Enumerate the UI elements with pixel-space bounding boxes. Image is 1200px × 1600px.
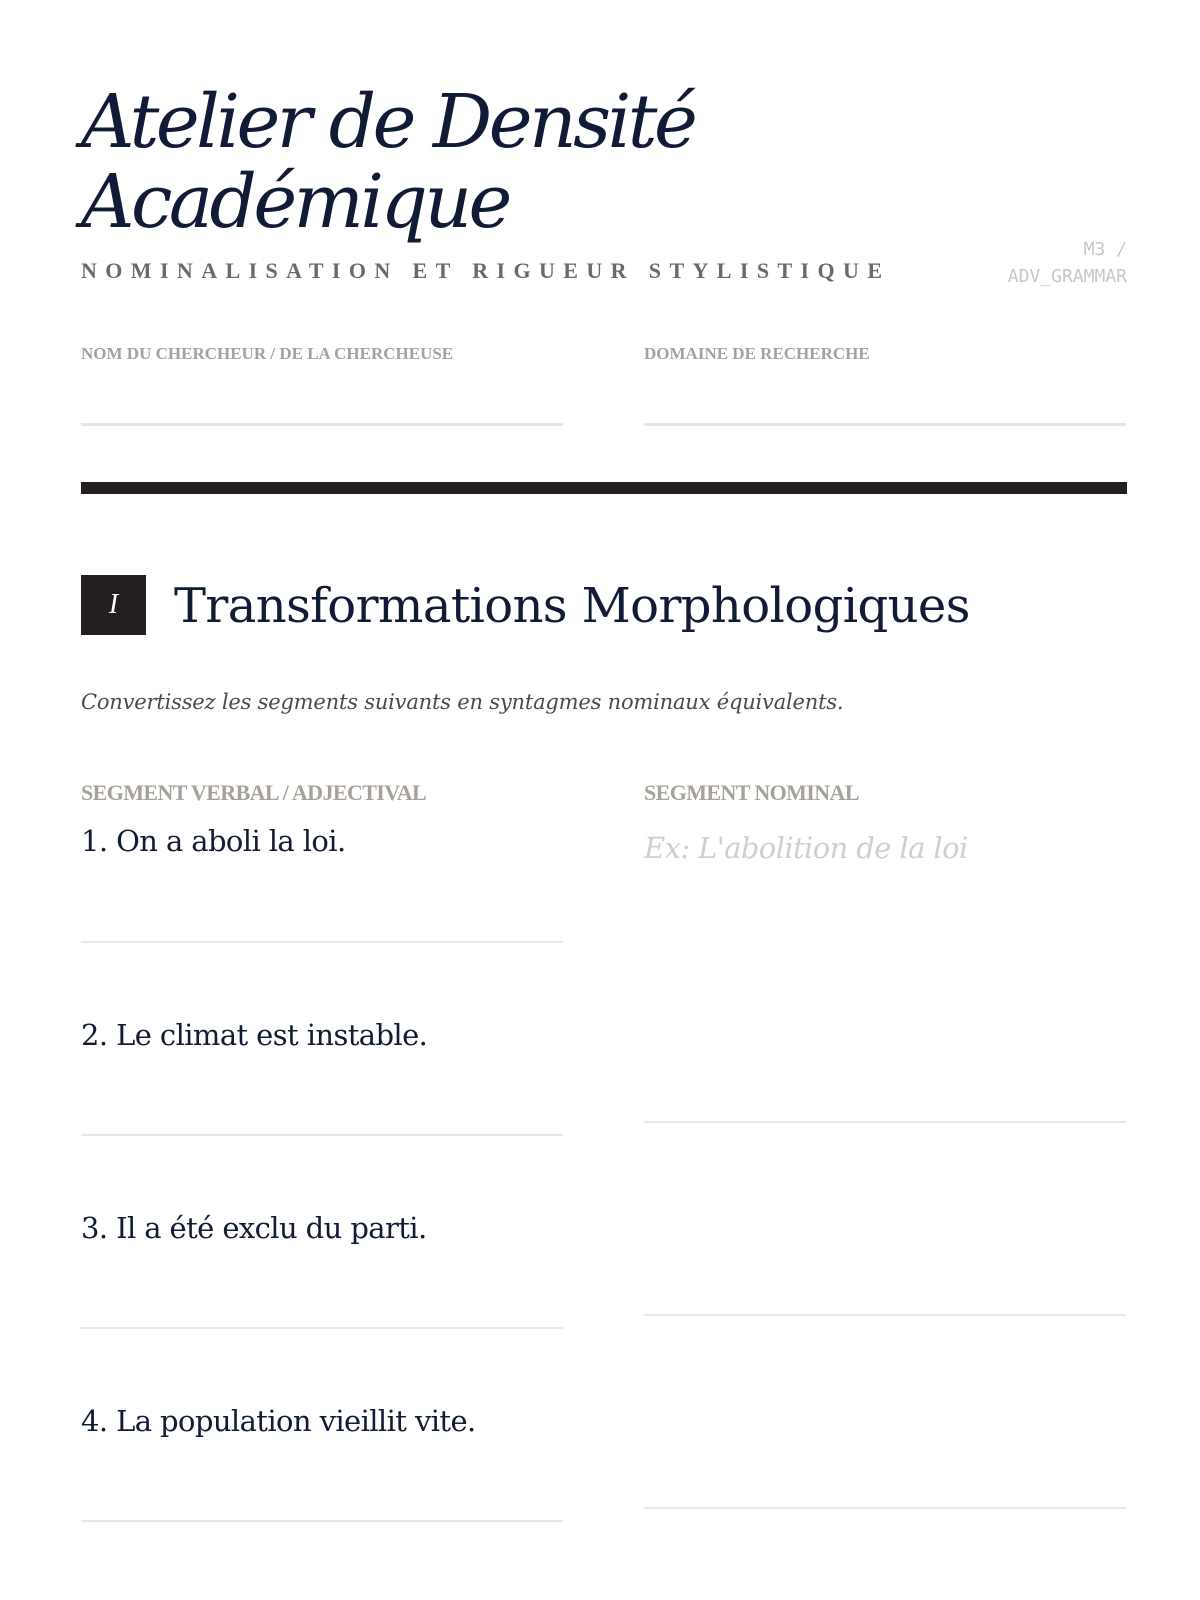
title-line-2: Académique: [81, 159, 509, 245]
researcher-name-label: NOM DU CHERCHEUR / DE LA CHERCHEUSE: [81, 344, 454, 363]
exercise-item-3-underline: [81, 1327, 563, 1329]
researcher-name-underline: [81, 423, 563, 426]
exercise-item-2-underline: [81, 1134, 563, 1136]
researcher-name-field[interactable]: [81, 344, 563, 364]
nominal-answer-underline-3: [644, 1314, 1126, 1316]
exercise-prompt-text: 4. La population vieillit vite.: [81, 1404, 476, 1438]
verbal-segment-column-header: SEGMENT VERBAL / ADJECTIVAL: [81, 780, 427, 805]
research-domain-label: DOMAINE DE RECHERCHE: [644, 344, 870, 363]
worksheet-page: [81, 0, 1127, 1600]
exercise-item-4-underline: [81, 1520, 563, 1522]
exercise-item-1-underline: [81, 941, 563, 943]
nominal-answer-area-4[interactable]: [644, 1318, 1126, 1506]
nominal-segment-column-header: SEGMENT NOMINAL: [644, 780, 859, 805]
exercise-item-3: [81, 1211, 563, 1245]
module-code-line-2: ADV_GRAMMAR: [1007, 266, 1127, 287]
exercise-item-4: [81, 1404, 563, 1438]
nominal-answer-underline-4: [644, 1507, 1126, 1509]
section-numeral-badge: I: [81, 575, 146, 635]
module-code-line-1: M3 /: [1083, 239, 1127, 260]
research-domain-underline: [644, 423, 1126, 426]
nominal-answer-area-2[interactable]: [644, 880, 1126, 1120]
title-line-1: Atelier de Densité: [81, 79, 695, 165]
exercise-prompt-text: 3. Il a été exclu du parti.: [81, 1211, 427, 1245]
nominal-answer-underline-2: [644, 1121, 1126, 1123]
section-title: Transformations Morphologiques: [174, 578, 970, 634]
section-divider: [81, 482, 1127, 494]
section-instruction: Convertissez les segments suivants en syntagmes nominaux équivalents.: [81, 690, 844, 714]
exercise-prompt-text: 1. On a aboli la loi.: [81, 824, 346, 858]
exercise-prompt-text: 2. Le climat est instable.: [81, 1018, 428, 1052]
exercise-item-1: [81, 824, 563, 858]
page-subtitle: NOMINALISATION ET RIGUEUR STYLISTIQUE: [81, 258, 891, 283]
exercise-item-2: [81, 1018, 563, 1052]
nominal-answer-area-3[interactable]: [644, 1125, 1126, 1315]
nominal-answer-input-1[interactable]: [644, 824, 1126, 872]
page-title: [81, 79, 695, 245]
module-code: [967, 236, 1127, 290]
research-domain-field[interactable]: [644, 344, 1126, 364]
